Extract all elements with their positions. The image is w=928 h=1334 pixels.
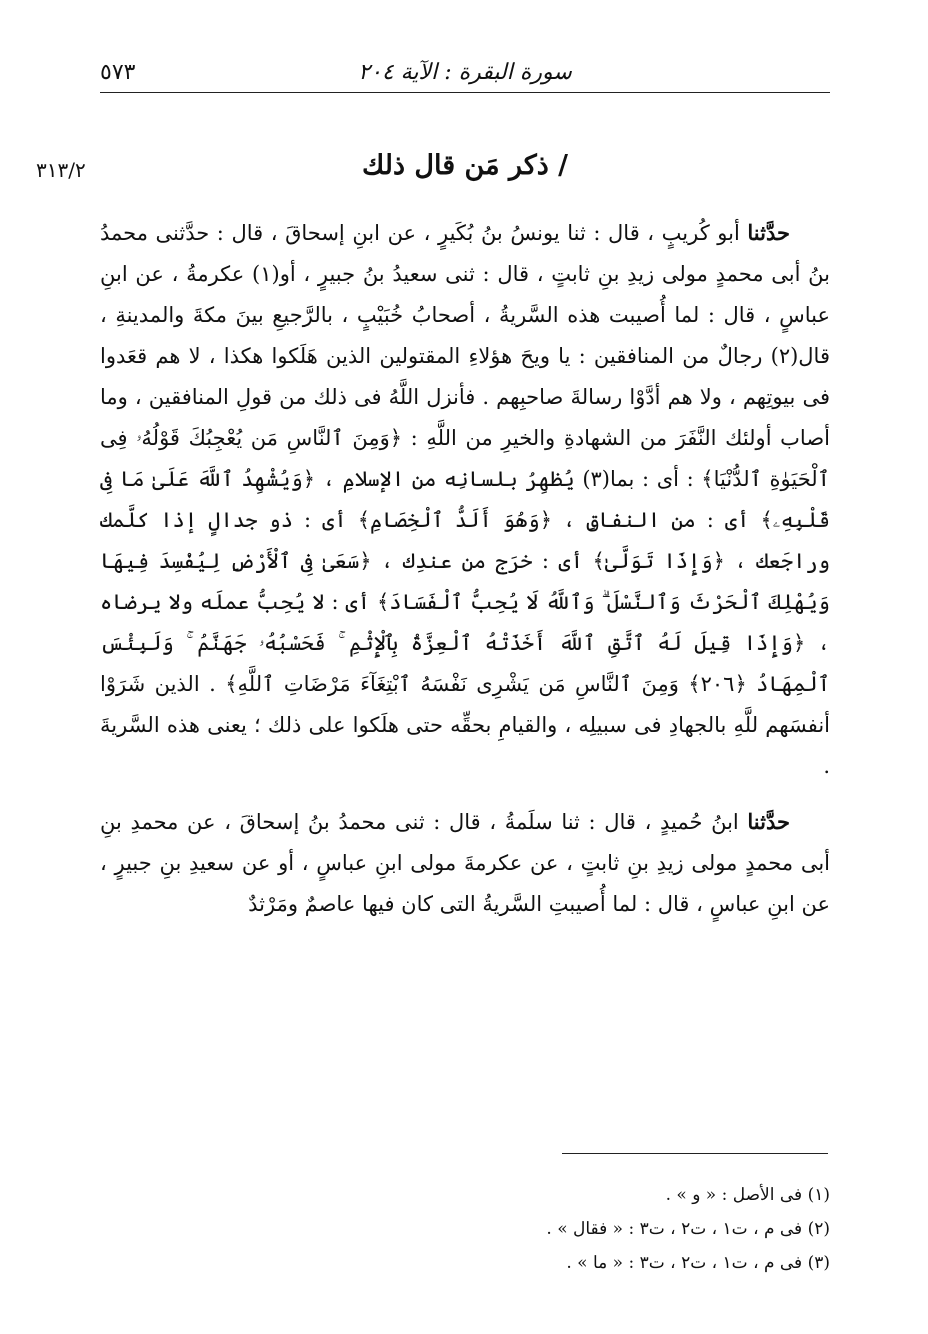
paragraph-lead: حدَّثنا: [747, 220, 790, 245]
paragraph: [100, 212, 830, 787]
running-title: سورة البقرة : الآية ٢٠٤: [358, 60, 572, 85]
paragraph-text: أبو كُريبٍ ، قال : ثنا يونسُ بنُ بُكَيرٍ ، عن ابنِ إسحاقَ ، قال : حدَّثنى محمدُ بنُ أبى محمدٍ مولى زيدِ بنِ ثابتٍ ، قال : ثنى سعيدُ بنُ جبيرٍ ، أو(١) عكرمةُ ، عن ابنِ عباسٍ ، قال : لما أُصيبت هذه السَّريةُ ، أصحابُ خُبَيْبٍ ، بالرَّجيعِ بينَ مكةَ والمدينةِ ، قال(٢) رجالٌ من المنافقين : يا ويحَ هؤلاءِ المقتولين الذين هَلَكوا هكذا ، لا هم قعَدوا فى بيوتِهم ، ولا هم أدَّوْا رسالةَ صاحبِهم . فأنزل اللَّهُ فى ذلك من قولِ المنافقين ، وما أصاب أولئك النَّفَرَ من الشهادةِ والخيرِ من اللَّهِ : ﴿وَمِنَ ٱلنَّاسِ مَن يُعْجِبُكَ قَوْلُهُۥ فِى ٱلْحَيَوٰةِ ٱلدُّنْيَا﴾ : أى : بما(٣) يُظهِرُ بلسانِه من الإسلامِ ، ﴿وَيُشْهِدُ ٱللَّهَ عَلَىٰ مَا فِى قَلْبِهِۦ﴾ أى : من النفاقِ ، ﴿وَهُوَ أَلَدُّ ٱلْخِصَامِ﴾ أى : ذو جدالٍ إذا كلَّمك وراجَعك ، ﴿وَإِذَا تَوَلَّىٰ﴾ أى : خرَج من عندِك ، ﴿سَعَىٰ فِى ٱلْأَرْضِ لِيُفْسِدَ فِيهَا وَيُهْلِكَ ٱلْحَرْثَ وَٱلنَّسْلَ ۗ وَٱللَّهُ لَا يُحِبُّ ٱلْفَسَادَ﴾ أى : لا يُحِبُّ عملَه ولا يرضاه ، ﴿وَإِذَا قِيلَ لَهُ ٱتَّقِ ٱللَّهَ أَخَذَتْهُ ٱلْعِزَّةُ بِٱلْإِثْمِ ۚ فَحَسْبُهُۥ جَهَنَّمُ ۚ وَلَبِئْسَ ٱلْمِهَادُ ﴿٢٠٦﴾ وَمِنَ ٱلنَّاسِ مَن يَشْرِى نَفْسَهُ ٱبْتِغَآءَ مَرْضَاتِ ٱللَّهِ﴾ . الذين شَرَوْا أنفسَهم للَّهِ بالجهادِ فى سبيلِه ، والقيامِ بحقِّه حتى هلَكوا على ذلك ؛ يعنى هذه السَّريةَ .: [100, 221, 831, 778]
paragraph: [100, 801, 830, 925]
body-text: [100, 212, 830, 925]
page-number: ٥٧٣: [100, 60, 136, 85]
running-header: [100, 52, 830, 92]
footnote: (٣) فى م ، ت١ ، ت٢ ، ت٣ : « ما » .: [566, 1253, 830, 1273]
section-heading: / ذكر مَن قال ذلك: [361, 150, 568, 181]
header-rule: [100, 92, 830, 93]
footnote: (٢) فى م ، ت١ ، ت٢ ، ت٣ : « فقال » .: [546, 1219, 830, 1239]
footnote-rule: [562, 1153, 828, 1154]
margin-reference: ٣١٣/٢: [36, 158, 86, 182]
footnotes: [100, 1178, 830, 1280]
paragraph-text: ابنُ حُميدٍ ، قال : ثنا سلَمةُ ، قال : ثنى محمدُ بنُ إسحاقَ ، عن محمدِ بنِ أبى محمدٍ مولى زيدِ بنِ ثابتٍ ، عن عكرمةَ مولى ابنِ عباسٍ ، أو عن سعيدِ بنِ جبيرٍ ، عن ابنِ عباسٍ ، قال : لما أُصيبتِ السَّريةُ التى كان فيها عاصمٌ ومَرْثدٌ: [100, 810, 830, 916]
footnote: (١) فى الأصل : « و » .: [665, 1185, 830, 1205]
paragraph-lead: حدَّثنا: [747, 809, 790, 834]
